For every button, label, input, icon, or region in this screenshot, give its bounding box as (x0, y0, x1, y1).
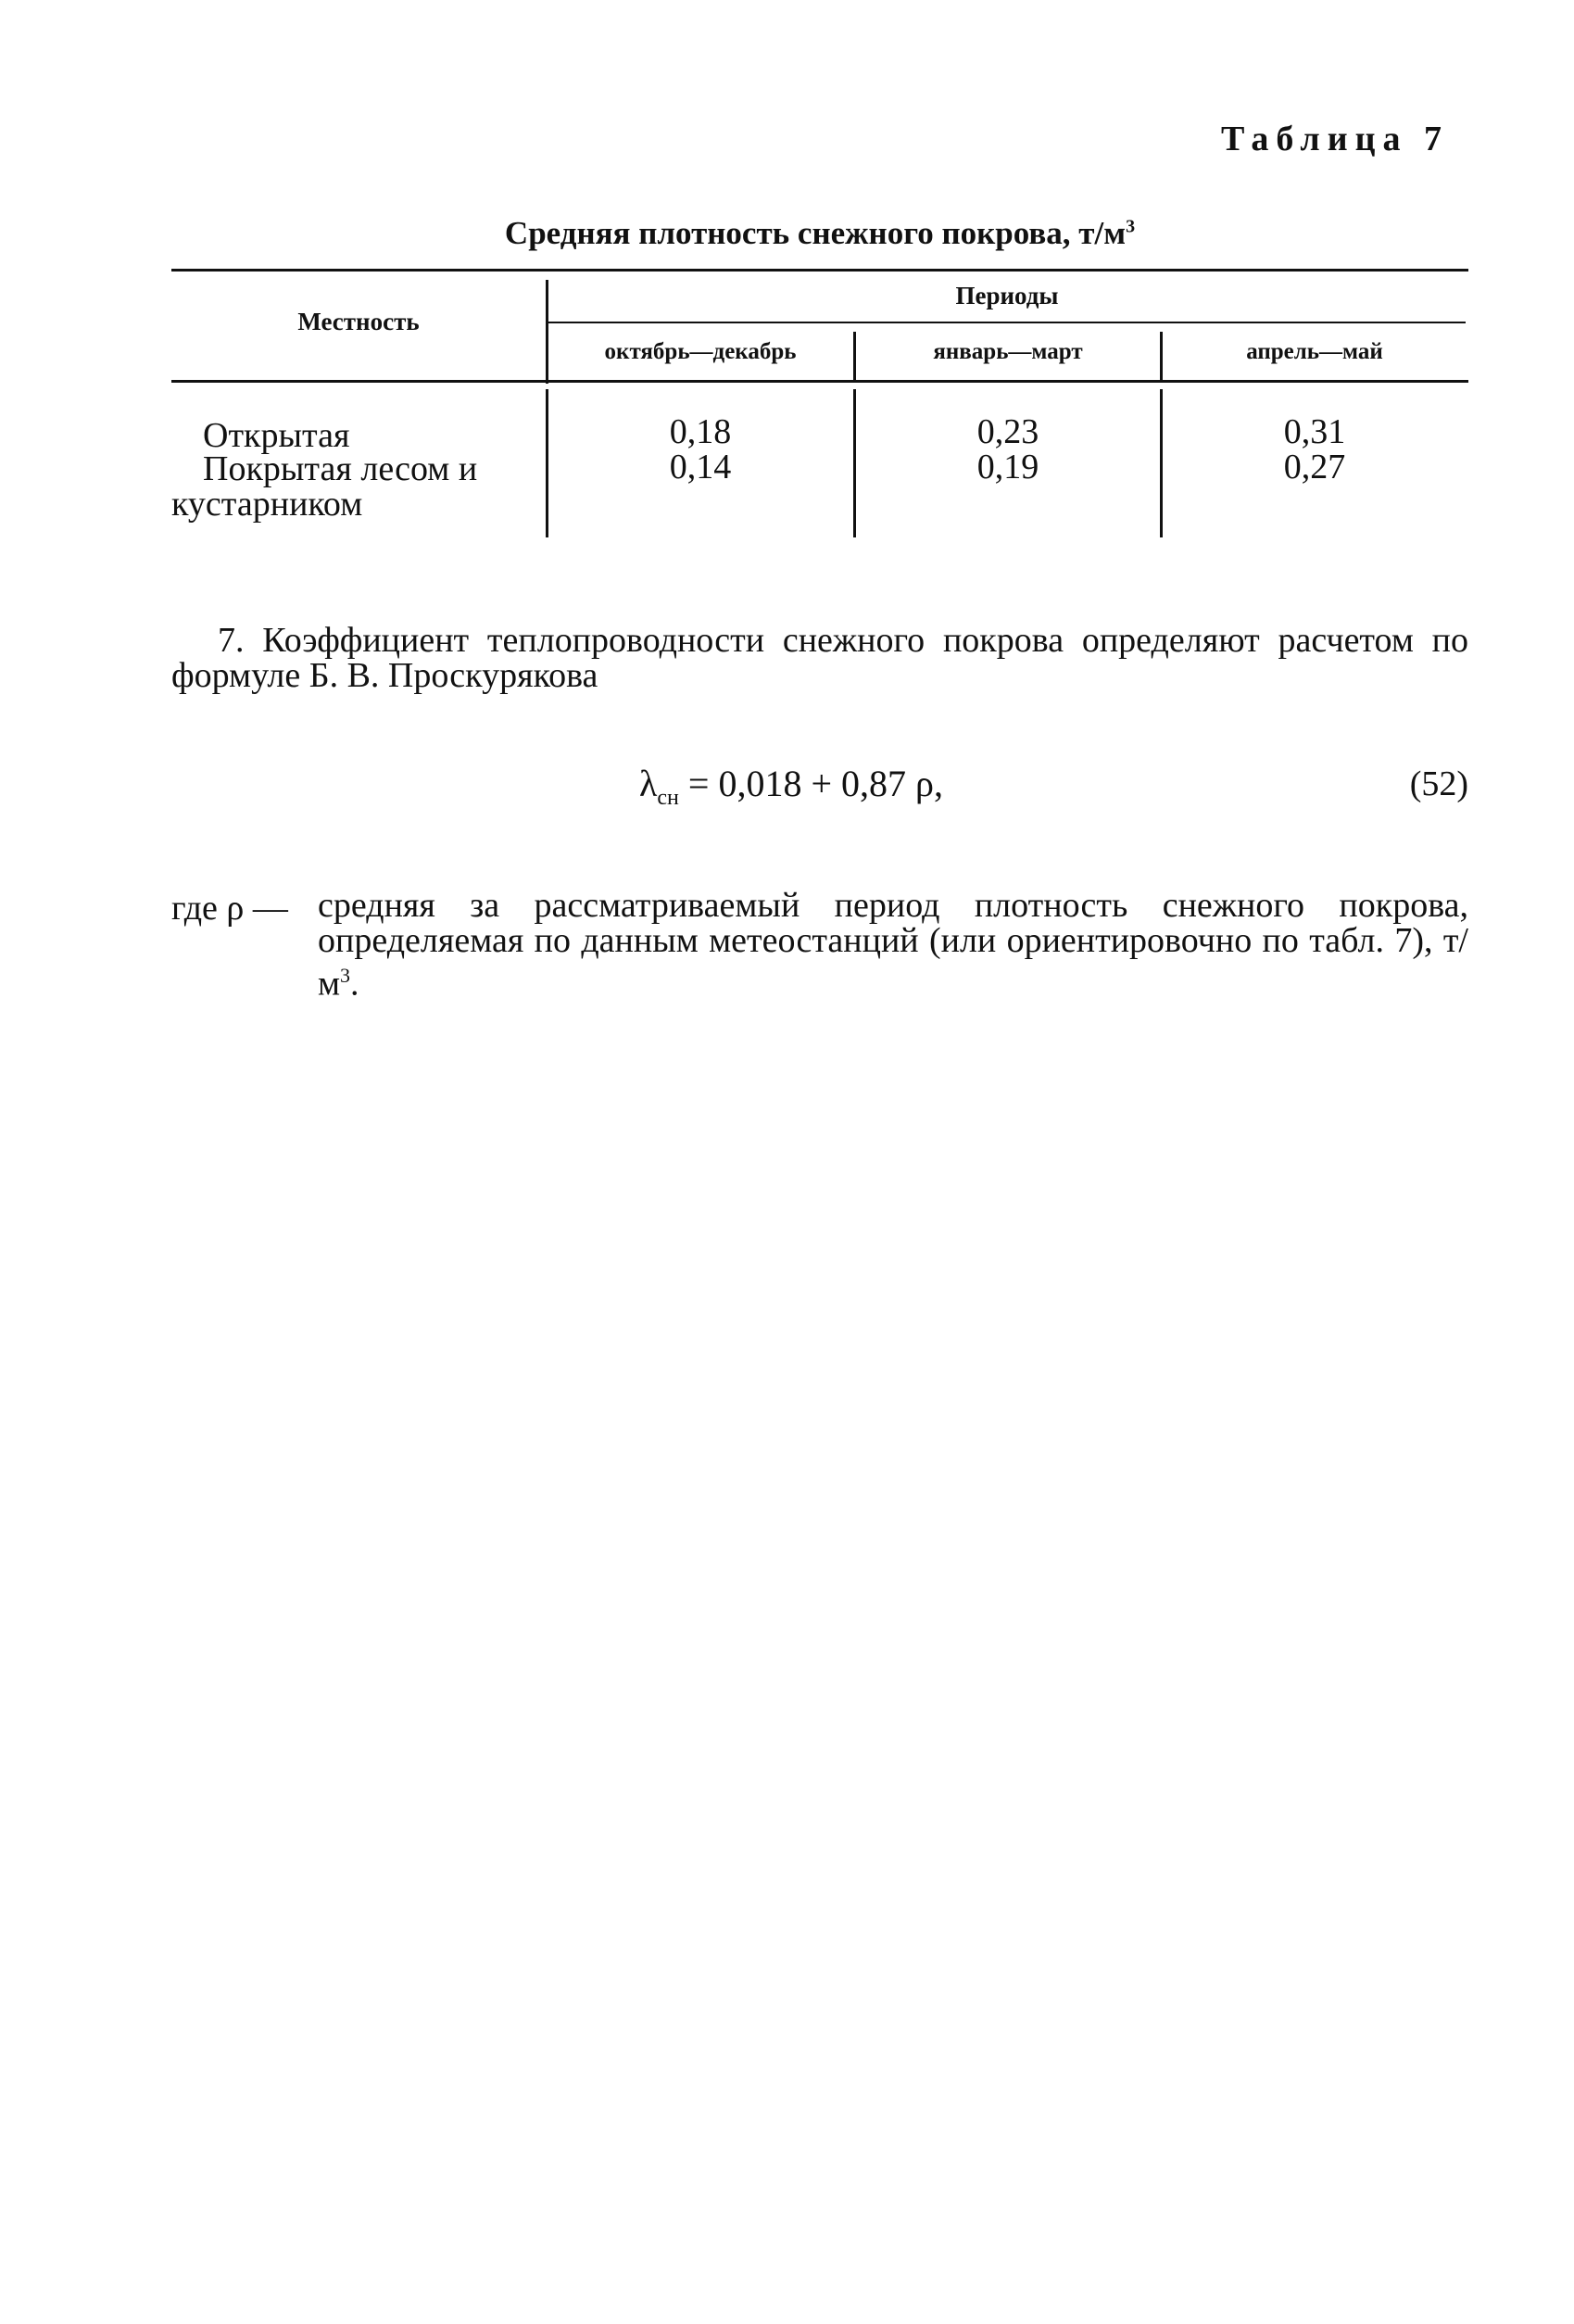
equation-number: (52) (1409, 764, 1468, 803)
formula-rhs: = 0,018 + 0,87 ρ, (678, 763, 943, 804)
column-group-periods: Периоды (955, 282, 1059, 309)
formula-lambda: λ (639, 763, 658, 804)
table-caption (171, 215, 1468, 252)
where-definition-text: средняя за рассматриваемый период плотность снежного покрова, определяемая по данным метеостанций (или ориентировочно по табл. 7), т/м (318, 886, 1468, 1004)
cell-forest-period-1: 0,14 (669, 448, 732, 486)
cell-forest-period-2: 0,19 (976, 448, 1039, 486)
table-number-label: Таблица 7 (1220, 120, 1449, 158)
where-term: где ρ — (171, 889, 288, 928)
cell-open-period-3: 0,31 (1283, 412, 1346, 451)
cell-open-period-2: 0,23 (976, 412, 1039, 451)
column-header-location: Местность (297, 308, 420, 335)
formula-subscript: сн (657, 786, 679, 810)
paragraph-7: 7. Коэффициент теплопроводности снежного покрова определяют расчетом по формуле Б. В. Проскурякова (171, 621, 1468, 695)
cell-forest-period-3: 0,27 (1283, 448, 1346, 486)
where-definition-superscript: 3 (340, 964, 351, 987)
formula-52 (639, 762, 943, 811)
column-header-period-3: апрель—май (1246, 339, 1383, 364)
row-label-open: Открытая (203, 416, 350, 455)
table-caption-superscript: 3 (1126, 216, 1136, 237)
where-definition-end: . (350, 964, 359, 1004)
table-caption-text: Средняя плотность снежного покрова, т/м (504, 215, 1127, 251)
column-header-period-1: октябрь—декабрь (604, 339, 797, 364)
row-label-forest-line-2: кустарником (171, 485, 363, 524)
snow-density-table (171, 269, 1468, 547)
where-definition (318, 888, 1468, 1002)
header-bottom-rule (171, 380, 1468, 383)
cell-open-period-1: 0,18 (669, 412, 732, 451)
periods-rule (547, 322, 1466, 323)
column-header-period-2: январь—март (933, 339, 1083, 364)
table-top-rule (171, 269, 1468, 272)
row-label-forest-line-1: Покрытая лесом и (203, 449, 478, 488)
